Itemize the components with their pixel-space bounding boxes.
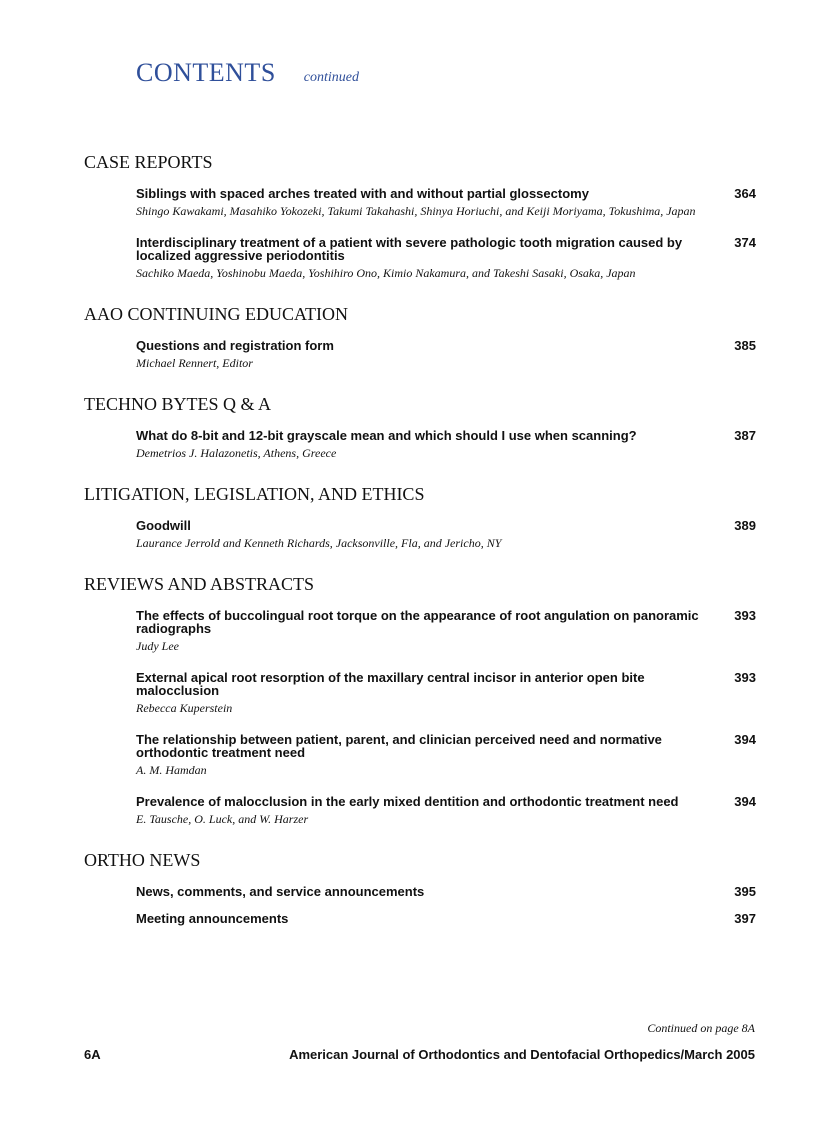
entry-authors: Laurance Jerrold and Kenneth Richards, Jacksonville, Fla, and Jericho, NY <box>136 536 502 550</box>
entry-page: 397 <box>734 911 756 926</box>
toc-entry[interactable] <box>136 429 756 462</box>
entry-authors: Sachiko Maeda, Yoshinobu Maeda, Yoshihiro Ono, Kimio Nakamura, and Takeshi Sasaki, Osaka, Japan <box>136 266 636 280</box>
entry-page: 364 <box>734 186 756 201</box>
entry-title[interactable]: Meeting announcements <box>136 911 289 926</box>
section-heading: REVIEWS AND ABSTRACTS <box>84 574 315 594</box>
entry-page: 394 <box>734 794 756 809</box>
toc-entry[interactable] <box>136 795 756 828</box>
section-litigation-legislation-ethics <box>84 482 756 552</box>
section-heading: ORTHO NEWS <box>84 850 201 870</box>
section-heading: AAO CONTINUING EDUCATION <box>84 304 348 324</box>
section-heading: TECHNO BYTES Q & A <box>84 394 272 414</box>
entry-page: 393 <box>734 670 756 685</box>
entry-title[interactable]: Siblings with spaced arches treated with and without partial glossectomy <box>136 186 589 201</box>
toc-entry[interactable] <box>136 339 756 372</box>
section-reviews-abstracts <box>84 572 756 828</box>
toc-sections <box>84 150 756 945</box>
entry-title[interactable]: The relationship between patient, parent, and clinician perceived need and normative orthodontic treatment need <box>136 732 662 760</box>
entry-title[interactable]: What do 8-bit and 12-bit grayscale mean and which should I use when scanning? <box>136 428 637 443</box>
toc-entry[interactable] <box>136 519 756 552</box>
entry-title[interactable]: Goodwill <box>136 518 191 533</box>
continued-on-note: Continued on page 8A <box>647 1021 755 1035</box>
entry-page: 393 <box>734 608 756 623</box>
page-number: 6A <box>84 1047 101 1062</box>
entry-title[interactable]: The effects of buccolingual root torque on the appearance of root angulation on panoramic radiographs <box>136 608 699 636</box>
section-techno-bytes <box>84 392 756 462</box>
entry-title[interactable]: Questions and registration form <box>136 338 334 353</box>
entry-authors: Demetrios J. Halazonetis, Athens, Greece <box>136 446 337 460</box>
entry-authors: Judy Lee <box>136 639 179 653</box>
entry-authors: Rebecca Kuperstein <box>136 701 233 715</box>
continued-label: continued <box>303 70 359 85</box>
toc-entry[interactable] <box>136 885 756 898</box>
toc-entry[interactable] <box>136 236 756 282</box>
section-ortho-news <box>84 848 756 925</box>
contents-header <box>136 58 359 88</box>
entry-page: 389 <box>734 518 756 533</box>
journal-footer: American Journal of Orthodontics and Dentofacial Orthopedics/March 2005 <box>289 1047 755 1062</box>
section-heading: CASE REPORTS <box>84 152 213 172</box>
section-heading: LITIGATION, LEGISLATION, AND ETHICS <box>84 484 425 504</box>
entry-authors: Michael Rennert, Editor <box>136 356 253 370</box>
toc-entry[interactable] <box>136 187 756 220</box>
section-aao-continuing-education <box>84 302 756 372</box>
entry-authors: A. M. Hamdan <box>136 763 207 777</box>
page-title: CONTENTS <box>136 58 276 87</box>
entry-page: 395 <box>734 884 756 899</box>
entry-authors: Shingo Kawakami, Masahiko Yokozeki, Takumi Takahashi, Shinya Horiuchi, and Keiji Moriyama, Tokushima, Japan <box>136 204 696 218</box>
section-case-reports <box>84 150 756 282</box>
entry-page: 394 <box>734 732 756 747</box>
toc-entry[interactable] <box>136 671 756 717</box>
toc-entry[interactable] <box>136 733 756 779</box>
toc-entry[interactable] <box>136 609 756 655</box>
toc-entry[interactable] <box>136 912 756 925</box>
entry-page: 374 <box>734 235 756 250</box>
entry-title[interactable]: Interdisciplinary treatment of a patient with severe pathologic tooth migration caused by localized aggressive periodontitis <box>136 235 683 263</box>
entry-title[interactable]: News, comments, and service announcements <box>136 884 425 899</box>
entry-title[interactable]: External apical root resorption of the maxillary central incisor in anterior open bite malocclusion <box>136 670 645 698</box>
entry-title[interactable]: Prevalence of malocclusion in the early mixed dentition and orthodontic treatment need <box>136 794 679 809</box>
entry-page: 385 <box>734 338 756 353</box>
entry-authors: E. Tausche, O. Luck, and W. Harzer <box>136 812 309 826</box>
entry-page: 387 <box>734 428 756 443</box>
